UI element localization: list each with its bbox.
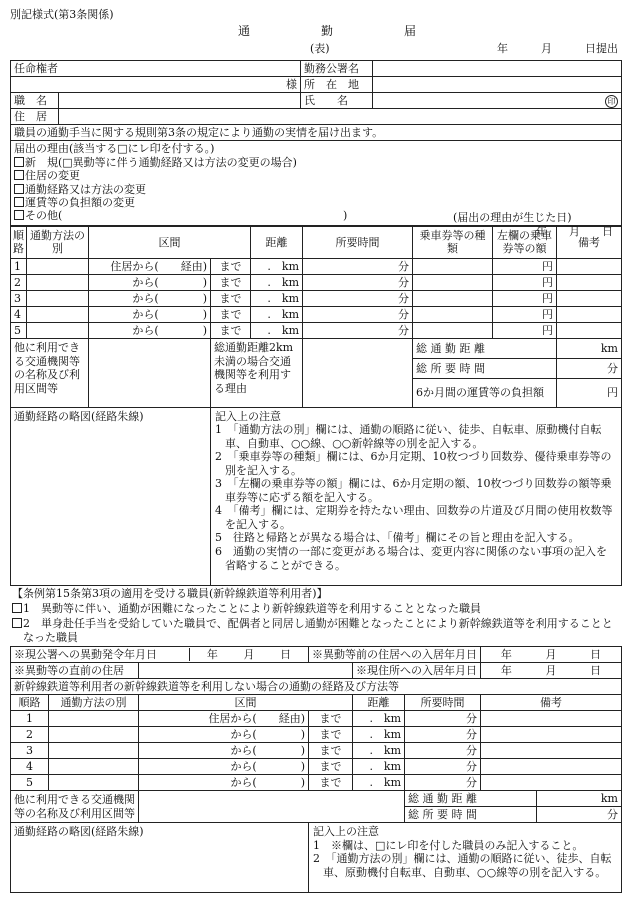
other-transport-label: 他に利用できる交通機関等の名称及び利用区間等 [11,338,89,407]
checkbox-icon [14,170,24,180]
appointer-label: 任命権者 [11,61,301,77]
address-label: 所 在 地 [301,77,373,93]
reason-under2km-field[interactable] [303,338,413,407]
form-title: 通 勤 届 [238,24,416,38]
route-row: 3 から( ) まで . km 分 [11,743,622,759]
section2-item1[interactable]: 1 異動等に伴い、通勤が困難になったことにより新幹線鉄道等を利用することとなった職員 [12,602,622,617]
reason-other[interactable]: その他( ) [14,209,618,222]
reason-block: 届出の理由(該当する□にレ印を付する。) 新 規(□異動等に伴う通勤経路又は方法の変更の場合) 住居の変更 通勤経路又は方法の変更 運賃等の負担額の変更 その他( ) (届出の理由が生じた日) 年 月 日 [10,141,622,225]
occurred-date[interactable]: 年 月 日 [536,225,613,239]
form-page [10,0,622,893]
front-label: (表) [310,42,330,55]
other-transport-field[interactable] [89,338,211,407]
reason-new[interactable]: 新 規(□異動等に伴う通勤経路又は方法の変更の場合) [14,156,618,169]
checkbox-icon [12,618,22,628]
sama-label: 様 [11,77,301,93]
residence-label: 住 居 [11,109,59,125]
office-label: 勤務公署名 [301,61,373,77]
form-id: 別記様式(第3条関係) [10,8,114,21]
office-field[interactable] [373,61,622,77]
identity-table [10,60,622,125]
route-row: 2 から( ) まで . km 分 円 [11,274,622,290]
name-label: 氏 名 [301,93,373,109]
section2-item2[interactable]: 2 単身赴任手当を受給していた職員で、配偶者と同居し通勤が困難となったことにより新幹線鉄道等を利用することとなった職員 [12,617,622,647]
route-row: 1 住居から( 経由) まで . km 分 円 [11,258,622,274]
seal-icon: 印 [605,95,618,108]
occurred-label: (届出の理由が生じた日) [453,211,572,225]
reason-fare[interactable]: 運賃等の負担額の変更 [14,196,618,209]
reason-residence[interactable]: 住居の変更 [14,169,618,182]
post-label: 職 名 [11,93,59,109]
route-row: 3 から( ) まで . km 分 円 [11,290,622,306]
route-row: 5 から( ) まで . km 分 [11,775,622,791]
name-field[interactable] [373,93,622,109]
residence-field[interactable] [59,109,622,125]
notes-2: 記入上の注意 1 ※欄は、□にレ印を付した職員のみ記入すること。 2 「通勤方法の別」欄には、通勤の順路に従い、徒歩、自転車、原動機付自転車、自動車、○○線等の別を記入する。 [309,823,622,893]
checkbox-icon [12,603,22,613]
checkbox-icon [14,157,24,167]
route-row: 2 から( ) まで . km 分 [11,727,622,743]
address-field[interactable] [373,77,622,93]
notes: 記入上の注意 1 「通勤方法の別」欄には、通勤の順路に従い、徒歩、自転車、原動機付自転車、自動車、○○線、○○新幹線等の別を記入する。 2 「乗車券等の種類」欄には、6か月定期、10枚つづり回数券、優待乗車券等の別を記入する。 3 「左欄の乗車券等の額」欄には、6か月定期の額、10枚つづり回数券の額等乗車券等に応ずる額を記入する。 4 「備考」欄には、定期券を持たない理由、回数券の片道及び月間の使用枚数等を記入する。 5 往路と帰路とが異なる場合は、「備考」欄にその旨と理由を記入する。 6 通勤の実情の一部に変更がある場合は、変更内容に関係のない事項の記入を省略することができる。 [211,407,622,585]
route-sketch[interactable]: 通勤経路の略図(経路朱線) [11,407,211,585]
route-sketch-2[interactable]: 通勤経路の略図(経路朱線) [11,823,309,893]
shinkansen-table: ※現公署への異動発令年月日 年 月 日 ※異動等前の住居への入居年月日 年 月 日 ※異動等の直前の住居 ※現住所への入居年月日 年 月 日 新幹線鉄道等利用者の新幹線鉄道等を利用しない場合の通勤の経路及び方法等 順路 通勤方法の別 区間 距離 所要時間 備考 1 住居から( 経由) まで . km 分 2 から( ) まで . km 分 3 から( ) まで . km 分 4 から( ) まで . km 分 5 から( ) まで . km 分 他に利用できる交通機関等の名称及び利用区間等 総 通 勤 距 離 km 総 所 要 時 間 分 通勤経路の略図(経路朱線) 記入上の注意 1 ※欄は、□にレ印を付した職員のみ記入すること。 2 「通勤方法の別」欄には、通勤の順路に従い、徒歩、自転車、原動機付自転車、自動車、○○線等の別を記入する。 [10,646,622,893]
submit-date[interactable]: 年 月 日提出 [497,42,618,55]
routes-table: 順路 通勤方法の別 区間 距離 所要時間 乗車券等の種類 左欄の乗車券等の額 備考 1 住居から( 経由) まで . km 分 円 2 から( ) まで . km 分 円 3 から( ) まで . km 分 円 4 から( ) まで . km 分 円 5 から( ) まで . km 分 円 他に利用できる交通機関等の名称及び利用区間等 総通勤距離2km未満の場合交通機関等を利用する理由 総 通 勤 距 離 km 総 所 要 時 間 分 6か月間の運賃等の負担額 円 通勤経路の略図(経路朱線) 記入上の注意 1 「通勤方法の別」欄には、通勤の順路に従い、徒歩、自転車、原動機付自転車、自動車、○○線、○○新幹線等の別を記入する。 2 「乗車券等の種類」欄には、6か月定期、10枚つづり回数券、優待乗車券等の別を記入する。 3 「左欄の乗車券等の額」欄には、6か月定期の額、10枚つづり回数券の額等乗車券等に応ずる額を記入する。 4 「備考」欄には、定期券を持たない理由、回数券の片道及び月間の使用枚数等を記入する。 5 往路と帰路とが異なる場合は、「備考」欄にその旨と理由を記入する。 6 通勤の実情の一部に変更がある場合は、変更内容に関係のない事項の記入を省略することができる。 [10,226,622,586]
route-row: 1 住居から( 経由) まで . km 分 [11,711,622,727]
post-field[interactable] [59,93,301,109]
section2: 【条例第15条第3項の適用を受ける職員(新幹線鉄道等利用者)】 1 異動等に伴い、通勤が困難になったことにより新幹線鉄道等を利用することとなった職員 2 単身赴任手当を受給していた職員で、配偶者と同居し通勤が困難となったことにより新幹線鉄道等を利用することとなった職員 [10,586,622,646]
route-row: 4 から( ) まで . km 分 [11,759,622,775]
statement: 職員の通勤手当に関する規則第3条の規定により通勤の実情を届け出ます。 [10,125,622,141]
route-row: 5 から( ) まで . km 分 円 [11,322,622,338]
reason-route[interactable]: 通勤経路又は方法の変更 [14,183,618,196]
reason-under2km-label: 総通勤距離2km未満の場合交通機関等を利用する理由 [211,338,303,407]
checkbox-icon [14,184,24,194]
checkbox-icon [14,210,24,220]
route-row: 4 から( ) まで . km 分 円 [11,306,622,322]
checkbox-icon [14,197,24,207]
